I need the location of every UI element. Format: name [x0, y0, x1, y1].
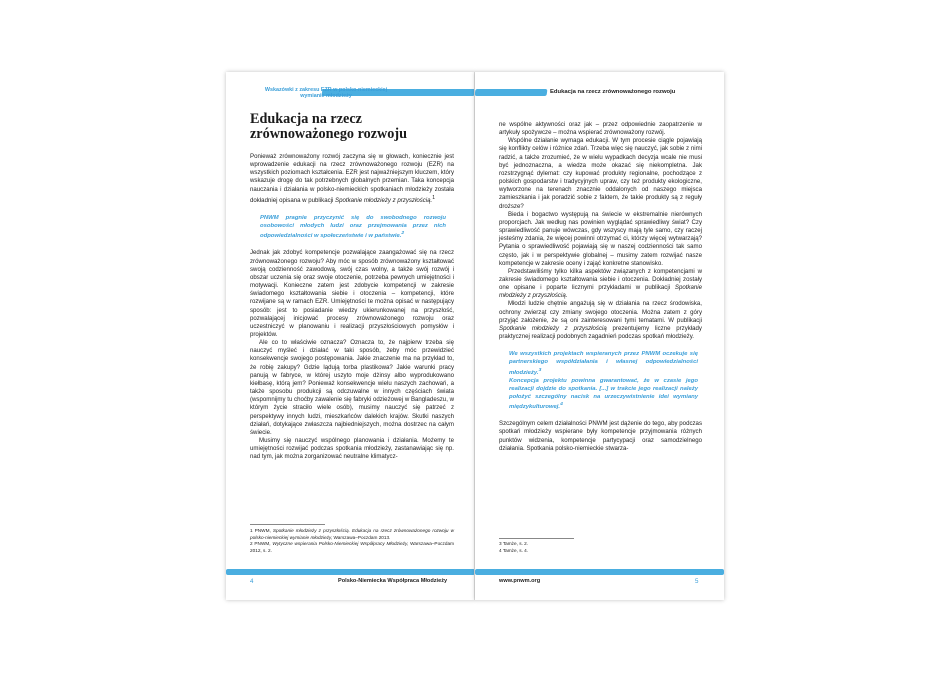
right-footnotes — [499, 541, 702, 554]
footer-publisher: Polsko-Niemiecka Współpraca Młodzieży — [338, 578, 448, 584]
right-running-header: Edukacja na rzecz zrównoważonego rozwoju — [550, 89, 676, 95]
footer-brush-stroke — [475, 569, 724, 575]
footnote-rule — [499, 538, 574, 539]
left-running-header: Wskazówki z zakresu EZR w polsko-niemieckiej wymianie młodzieży — [264, 87, 388, 100]
left-page — [226, 72, 475, 600]
quote-line: Koncepcja projektu powinna gwarantować, że w czasie jego realizacji dojdzie do spotkania. [...] w trakcie jego realizacji należy położyć szczególny nacisk na urzeczywistnienie idei wymiany międzykulturowej.$^4$ — [509, 377, 698, 411]
paragraph: Ale co to właściwie oznacza? Oznacza to, że najpierw trzeba się nauczyć myśleć i działać w taki sposób, żeby móc przewidzieć konsekwencje swojego postępowania. Jakie znaczenie ma na przykład to, że robię zakupy? Gdzie lądują torba plastikowa? Jakie warunki pracy panują w fabryce, w której uszyto moje dżinsy albo wyprodukowano kiełbasę, którą jem? Ponieważ konsekwencje wielu naszych zachowań, a także sposobu produkcji są odczuwalne w innych częściach świata (wspomnijmy tu choćby zawalenie się fabryki odzieżowej w Bangladeszu, w którym życie straciło wiele osób), musimy nauczyć się patrzeć z perspektywy innych ludzi, mieszkańców dalekich krajów. Skutki naszych działań, dotykające zwłaszcza najbiedniejszych, można dostrzec na całym świecie. — [250, 339, 454, 436]
paragraph: Wspólne działanie wymaga edukacji. W tym procesie ciągle pojawiają się konflikty celów i różnice zdań. Trzeba więc się nauczyć, jak sobie z nimi radzić, a także zrozumieć, że w wielu wypadkach decyzja wcale nie musi być jednoznaczna, a wiedza może okazać się niekompletna. Jak rozstrzygnąć dylemat: czy kupować produkty regionalne, pochodzące z polskich gospodarstw i tradycyjnych upraw, czy też produkty ekologiczne, wytworzone na terenach znacznie oddalonych od naszego miejsca zamieszkania i jak poradzić sobie z faktem, że takie produkty są z reguły droższe? — [499, 137, 702, 210]
paragraph: Jednak jak zdobyć kompetencje pozwalające zaangażować się na rzecz zrównoważonego rozwoju? Aby móc w sposób zrównoważony kształtować swoją codzienność zawodową, swój czas wolny, a także swój rozwój i obszar uczenia się oraz swoje otoczenie, potrzeba pewnych umiejętności i motywacji. Konieczne zatem jest zdobycie kompetencji w zakresie świadomego kształtowania siebie i otoczenia – kompetencji, które rozwijane są w ramach EZR. Umiejętności te można opisać w następujący sposób: jest to posiadanie wiedzy ukierunkowanej na przyszłość, pozwalającej inicjować procesy zrównoważonego rozwoju oraz uczestniczyć w planowaniu i realizacji przyszłościowych pomysłów i projektów. — [250, 249, 454, 338]
right-page — [475, 72, 724, 600]
header-brush-stroke — [475, 89, 547, 96]
pull-quote: PNWM pragnie przyczynić się do swobodnego rozwoju osobowości młodych ludzi oraz przejmowania przez nich odpowiedzialności w społeczeństwie i w państwie.$^2$ — [260, 214, 446, 240]
pull-quote — [509, 350, 698, 411]
footnote: 1 PNWM, Spotkanie młodzieży z przyszłością. Edukacja na rzecz zrównoważonego rozwoju w polsko-niemieckiej wymianie młodzieży, Warszawa–Poczdam 2013. — [250, 528, 454, 540]
footnote: 4 Tamże, s. 4. — [499, 547, 529, 553]
paragraph: ne wspólne aktywności oraz jak – przez odpowiednie zaopatrzenie w artykuły spożywcze – można wspierać zrównoważony rozwój. — [499, 121, 702, 137]
paragraph: Przedstawiliśmy tylko kilka aspektów związanych z kompetencjami w zakresie świadomego kształtowania siebie i otoczenia. Dokładniej zostały one opisane i poparte licznymi przykładami w publikacji Spotkanie młodzieży z przyszłością. — [499, 267, 702, 300]
page-number: 4 — [250, 578, 254, 585]
footer-brush-stroke — [226, 569, 475, 575]
footnote-rule — [250, 524, 325, 525]
footer-url: www.pnwm.org — [499, 578, 541, 584]
page-number: 5 — [695, 578, 699, 585]
paragraph: Musimy się nauczyć wspólnego planowania i działania. Możemy te umiejętności rozwijać podczas spotkania młodzieży, zastanawiając się np. nad tym, jak można zorganizować neutralne klimatycz- — [250, 437, 454, 461]
page-title: Edukacja na rzecz zrównoważonego rozwoju — [250, 111, 407, 142]
left-body — [250, 153, 454, 461]
quote-line: We wszystkich projektach wspieranych przez PNWM oczekuje się partnerskiego współdziałania i własnej odpowiedzialności młodzieży.$^3$ — [509, 351, 698, 376]
paragraph: Szczególnym celem działalności PNWM jest dążenie do tego, aby podczas spotkań młodzieży wspierane były kompetencje przyjmowania różnych punktów widzenia, kompetencje partycypacji oraz samodzielnego działania. Spotkania polsko-niemieckie stwarza- — [499, 420, 702, 452]
paragraph: Bieda i bogactwo występują na świecie w ekstremalnie nierównych proporcjach. Jak według nas powinien wyglądać sprawiedliwy świat? Czy sprawiedliwość panuje wówczas, gdy wszyscy mają tyle samo, czy raczej jesteśmy zdania, że więcej powinni otrzymać ci, którzy więcej wytwarzają? Pytania o sprawiedliwość pojawiają się w naszej codzienności tak samo często, jak i w perspektywie globalnej – musimy zatem rozwijać nasze kompetencje w zakresie oceny i zająć konkretne stanowisko. — [499, 210, 702, 267]
right-body — [499, 121, 702, 453]
paragraph: Ponieważ zrównoważony rozwój zaczyna się w głowach, koniecznie jest wprowadzenie edukacji na rzecz zrównoważonego rozwoju (EZR) na wszystkich poziomach kształcenia. EZR jest najważniejszym kluczem, który wskazuje drogę do tak potrzebnych globalnych przemian. Taka koncepcja nauczania i działania w polsko-niemieckich spotkaniach młodzieży została dokładniej opisana w publikacji Spotkanie młodzieży z przyszłością.$^1$ — [250, 153, 454, 204]
footnote: 2 PNWM, Wytyczne wspierania Polsko-Niemieckiej Współpracy Młodzieży, Warszawa–Poczdam 2012, s. 2. — [250, 541, 454, 553]
footnote: 3 Tamże, s. 2. — [499, 541, 529, 546]
left-footnotes — [250, 528, 454, 554]
paragraph: Młodzi ludzie chętnie angażują się w działania na rzecz środowiska, ochrony zwierząt czy zmiany swojego otoczenia. Można zatem z góry przyjąć założenie, że są oni zainteresowani tymi tematami. W publikacji Spotkanie młodzieży z przyszłością prezentujemy liczne przykłady praktycznej realizacji podobnych zagadnień podczas spotkań młodzieży. — [499, 300, 702, 341]
